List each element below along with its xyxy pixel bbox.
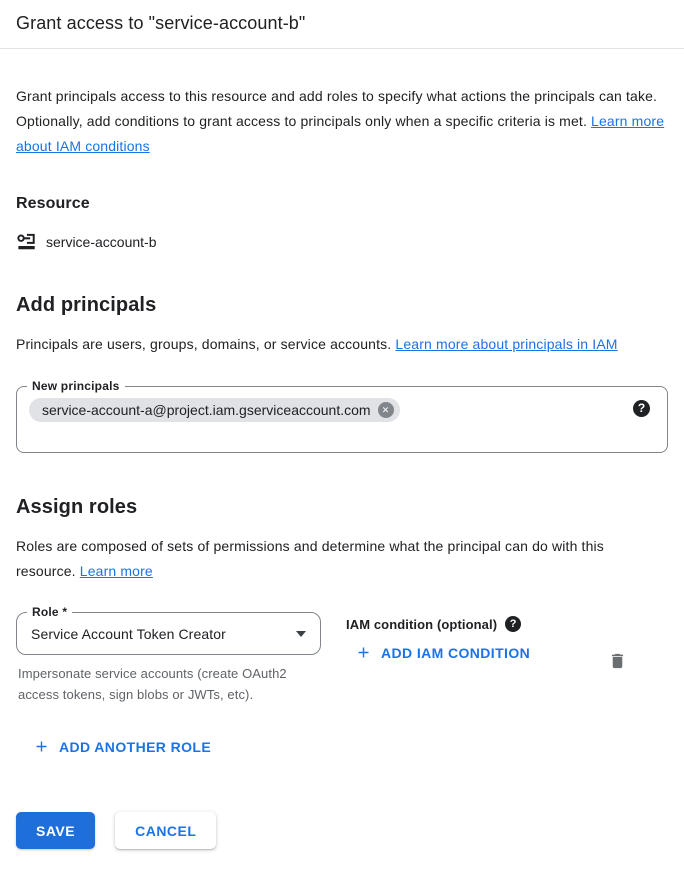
new-principals-label: New principals	[27, 379, 125, 393]
plus-icon	[33, 738, 50, 755]
cancel-button[interactable]: CANCEL	[115, 812, 216, 849]
principals-learn-more-link[interactable]: Learn more about principals in IAM	[395, 336, 618, 352]
intro-text: Grant principals access to this resource and add roles to specify what actions the principals can take. Optionally, add conditions to grant access to principals only when a specific criteria is met.	[16, 88, 658, 129]
roles-learn-more-link[interactable]: Learn more	[79, 563, 153, 579]
intro-paragraph	[16, 84, 666, 159]
principal-chip-value: service-account-a@project.iam.gserviceaccount.com	[42, 402, 371, 418]
dialog-header	[0, 0, 684, 49]
dialog-footer	[0, 812, 684, 849]
role-select[interactable]	[16, 605, 321, 655]
iam-conditions-link[interactable]: Learn more about IAM conditions	[16, 113, 665, 154]
resource-heading: Resource	[16, 195, 90, 212]
resource-name: service-account-b	[46, 233, 157, 250]
iam-condition-label: IAM condition (optional)	[346, 616, 498, 632]
add-principals-text: Principals are users, groups, domains, or service accounts.	[16, 336, 392, 352]
add-another-role-button[interactable]: ADD ANOTHER ROLE	[33, 738, 211, 755]
principal-chip	[29, 398, 400, 422]
help-icon[interactable]: ?	[633, 400, 650, 417]
assign-roles-heading: Assign roles	[16, 496, 138, 518]
role-selected-value: Service Account Token Creator	[31, 625, 226, 642]
assign-roles-text: Roles are composed of sets of permissions and determine what the principal can do with this resource.	[16, 538, 604, 579]
add-iam-condition-button[interactable]: ADD IAM CONDITION	[355, 644, 530, 661]
role-label: Role *	[27, 605, 72, 619]
role-row	[16, 605, 668, 705]
role-column	[16, 605, 321, 705]
new-principals-field[interactable]	[16, 379, 668, 453]
chevron-down-icon	[296, 631, 306, 637]
plus-icon	[355, 644, 372, 661]
save-button[interactable]: SAVE	[16, 812, 95, 849]
dialog-body	[0, 84, 684, 760]
close-icon[interactable]: ✕	[378, 402, 394, 418]
iam-condition-column	[346, 612, 606, 705]
role-helper-text: Impersonate service accounts (create OAuth2 access tokens, sign blobs or JWTs, etc).	[18, 666, 287, 702]
delete-role-button[interactable]	[606, 619, 629, 705]
delete-role-column	[606, 612, 668, 705]
delete-icon	[608, 651, 627, 671]
dialog-title: Grant access to "service-account-b"	[16, 13, 306, 33]
service-account-icon	[16, 232, 37, 251]
resource-row	[16, 232, 668, 251]
assign-roles-paragraph	[16, 534, 666, 584]
add-principals-heading: Add principals	[16, 294, 157, 316]
condition-help-icon[interactable]: ?	[505, 616, 521, 632]
add-principals-paragraph	[16, 332, 666, 357]
